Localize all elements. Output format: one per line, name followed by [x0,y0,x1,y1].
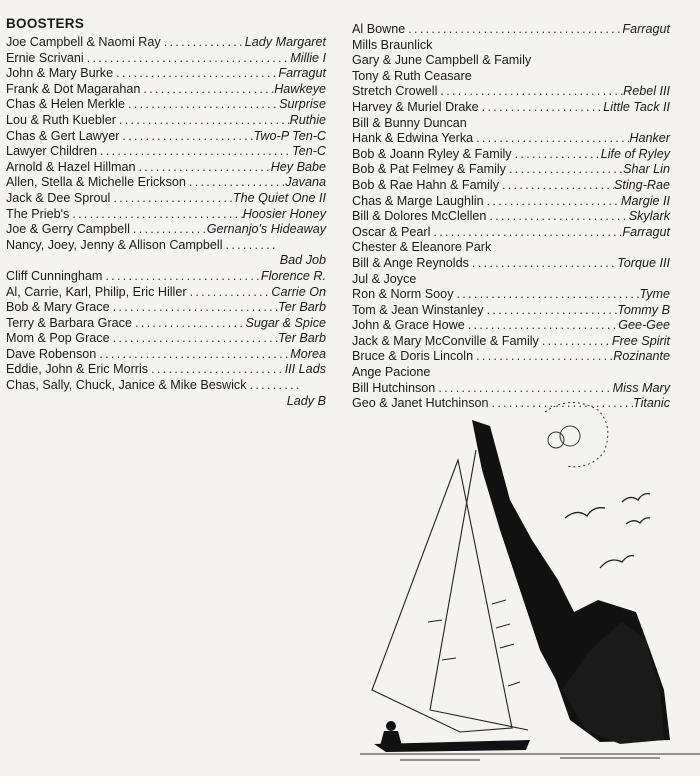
booster-entry [352,287,670,303]
booster-name: Chas, Sally, Chuck, Janice & Mike Beswick [6,378,247,393]
booster-entry [6,347,326,363]
booster-name: Tom & Jean Winstanley [352,302,484,317]
booster-name: The Prieb's [6,206,70,221]
dot-leader [96,347,290,363]
dot-leader [473,131,629,147]
booster-name: Hank & Edwina Yerka [352,131,474,146]
booster-name: Nancy, Joey, Jenny & Allison Campbell [6,237,223,252]
booster-name: Lawyer Children [6,144,97,159]
boat-name: Little Tack II [603,99,670,114]
booster-name: Gary & June Campbell & Family [352,53,532,68]
dot-leader [486,209,628,225]
boat-name: Hoosier Honey [242,206,326,221]
booster-name: Bill & Bunny Duncan [352,115,467,130]
dot-leader [110,300,279,316]
boat-name: Tyme [639,287,670,302]
boat-name: Morea [290,346,326,361]
booster-entry [352,178,670,194]
dot-leader [69,207,242,223]
boat-name: Bad Job [279,253,326,268]
booster-entry [6,331,326,347]
dot-leader [102,269,261,285]
boat-name: Two-P Ten-C [253,128,326,143]
boat-name: Life of Ryley [600,146,670,161]
booster-name: Bill & Ange Reynolds [352,255,469,270]
booster-name: Mills Braunlick [352,37,433,52]
booster-entry [352,194,670,210]
boosters-heading: BOOSTERS [6,16,85,31]
booster-entry [6,269,326,285]
boat-name: III Lads [284,362,326,377]
dot-leader [484,303,618,319]
booster-entry [352,318,670,334]
booster-name: John & Grace Howe [352,318,465,333]
booster-name: Chas & Marge Laughlin [352,193,484,208]
dot-leader [113,66,278,82]
white-sail-2 [430,450,528,730]
booster-name: Jack & Mary McConville & Family [352,333,539,348]
dot-leader [187,285,272,301]
booster-name: Cliff Cunningham [6,268,103,283]
boat-name: Ter Barb [278,300,326,315]
dot-leader [469,256,617,272]
booster-entry [6,51,326,67]
dot-leader [506,162,623,178]
boat-name: Javana [285,175,326,190]
dot-leader [97,144,292,160]
booster-name: Lou & Ruth Kuebler [6,112,116,127]
booster-entry [6,222,326,238]
booster-entry [352,240,670,256]
boat-name: Lady B [286,393,326,408]
dot-leader [125,97,279,113]
dot-leader [430,225,622,241]
booster-name: Bob & Joann Ryley & Family [352,146,512,161]
booster-entry [6,378,326,409]
dot-leader [499,178,614,194]
booster-entry [6,175,326,191]
boat-name: Surprise [279,97,326,112]
booster-name: Harvey & Muriel Drake [352,99,479,114]
booster-name: Terry & Barbara Grace [6,315,132,330]
booster-entry [352,272,670,288]
booster-entry [352,303,670,319]
boat-name: Ter Barb [278,331,326,346]
booster-entry [6,66,326,82]
booster-entry [352,256,670,272]
booster-name: John & Mary Burke [6,66,114,81]
dot-leader [148,362,285,378]
boat-name: Sting-Rae [613,177,670,192]
booster-entry [6,129,326,145]
boat-name: Hawkeye [274,81,326,96]
booster-entry [352,365,670,381]
booster-name: Tony & Ruth Ceasare [352,68,472,83]
booster-entry [6,35,326,51]
boat-name: Margie II [621,193,670,208]
gulls-icon [565,494,650,568]
boat-name: Miss Mary [612,380,670,395]
booster-entry [6,191,326,207]
dot-leader [136,160,271,176]
boat-name: Gee-Gee [618,318,670,333]
water-lines [360,754,700,760]
boat-name: Gernanjo's Hideaway [206,222,326,237]
booster-name: Jack & Dee Sproul [6,190,111,205]
boat-name: Rozinante [613,349,670,364]
booster-name: Bill Hutchinson [352,380,436,395]
boat-name: Ten-C [292,144,326,159]
boat-name: Carrie On [271,284,326,299]
booster-name: Stretch Crowell [352,84,438,99]
sailor-icon [380,721,402,746]
booster-name: Dave Robenson [6,346,97,361]
boat-name: Free Spirit [611,333,670,348]
booster-entry [6,316,326,332]
booster-entry [352,131,670,147]
boosters-left-column [6,14,326,409]
booster-name: Mom & Pop Grace [6,331,110,346]
booster-name: Bob & Pat Felmey & Family [352,162,506,177]
dot-leader [437,84,623,100]
booster-entry [352,38,670,54]
dot-leader [539,334,612,350]
booster-name: Eddie, John & Eric Morris [6,362,149,377]
dot-leader [473,349,613,365]
booster-entry [352,349,670,365]
dot-leader [84,51,291,67]
boat-name: Farragut [622,22,670,36]
sun-icon [545,402,608,466]
booster-name: Ange Pacione [352,365,431,380]
booster-entry [352,69,670,85]
dot-leader [479,100,604,116]
boat-name: Skylark [628,209,670,224]
booster-name: Joe Campbell & Naomi Ray [6,35,161,49]
dot-leader [247,378,301,394]
booster-name: Arnold & Hazel Hillman [6,159,136,174]
booster-name: Chas & Helen Merkle [6,97,125,112]
booster-name: Geo & Janet Hutchinson [352,396,489,411]
booster-name: Chester & Eleanore Park [352,240,492,255]
booster-entry [6,113,326,129]
booster-entry [6,144,326,160]
boat-name: Ruthie [289,112,326,127]
boat-name: Hanker [629,131,670,146]
booster-entry [352,100,670,116]
boat-name: Tommy B [617,302,670,317]
booster-entry [6,160,326,176]
boat-name: Sugar & Spice [245,315,326,330]
booster-name: Ron & Norm Sooy [352,287,454,302]
boat-name: Hey Babe [270,159,326,174]
dot-leader [223,238,277,254]
booster-entry [352,84,670,100]
boat-name: The Quiet One II [232,190,326,205]
dot-leader [512,147,601,163]
booster-name: Joe & Gerry Campbell [6,222,130,237]
boat-name: Florence R. [260,268,326,283]
sailboat-illustration [360,390,700,776]
booster-entry [6,238,326,269]
booster-name: Bruce & Doris Lincoln [352,349,474,364]
booster-list-left [6,35,326,409]
booster-name: Chas & Gert Lawyer [6,128,120,143]
dot-leader [465,318,618,334]
booster-entry [352,162,670,178]
booster-entry [352,22,670,38]
booster-name: Al Bowne [352,22,406,36]
booster-list-right [352,22,670,412]
boat-name: Torque III [617,255,670,270]
booster-entry [352,334,670,350]
dot-leader [110,191,233,207]
dot-leader [110,331,279,347]
boat-name: Farragut [622,224,670,239]
booster-entry [6,82,326,98]
white-sail [372,460,512,732]
booster-entry [352,116,670,132]
dot-leader [186,175,285,191]
boosters-right-column [352,22,670,412]
booster-name: Ernie Scrivani [6,50,84,65]
dot-leader [405,22,622,38]
booster-name: Jul & Joyce [352,271,417,286]
boat-name: Rebel III [623,84,670,99]
booster-name: Oscar & Pearl [352,224,431,239]
dot-leader [132,316,246,332]
dot-leader [116,113,290,129]
booster-name: Bill & Dolores McClellen [352,209,487,224]
booster-name: Allen, Stella & Michelle Erickson [6,175,186,190]
dot-leader [140,82,274,98]
dot-leader [454,287,640,303]
dot-leader [130,222,207,238]
booster-entry [352,147,670,163]
boat-name: Millie I [290,50,326,65]
booster-name: Frank & Dot Magarahan [6,81,141,96]
booster-entry [352,53,670,69]
booster-entry [352,225,670,241]
dot-leader [119,129,253,145]
booster-entry [6,300,326,316]
booster-entry [6,207,326,223]
booster-entry [6,97,326,113]
boat-name: Lady Margaret [244,35,326,49]
booster-entry [6,285,326,301]
boat-name: Titanic [633,396,670,411]
booster-name: Al, Carrie, Karl, Philip, Eric Hiller [6,284,187,299]
boat-name: Farragut [278,66,326,81]
dot-leader [484,194,621,210]
booster-entry [6,362,326,378]
booster-entry [352,209,670,225]
booster-name: Bob & Mary Grace [6,300,110,315]
booster-name: Bob & Rae Hahn & Family [352,177,499,192]
dot-leader [161,35,245,51]
boat-name: Shar Lin [623,162,670,177]
